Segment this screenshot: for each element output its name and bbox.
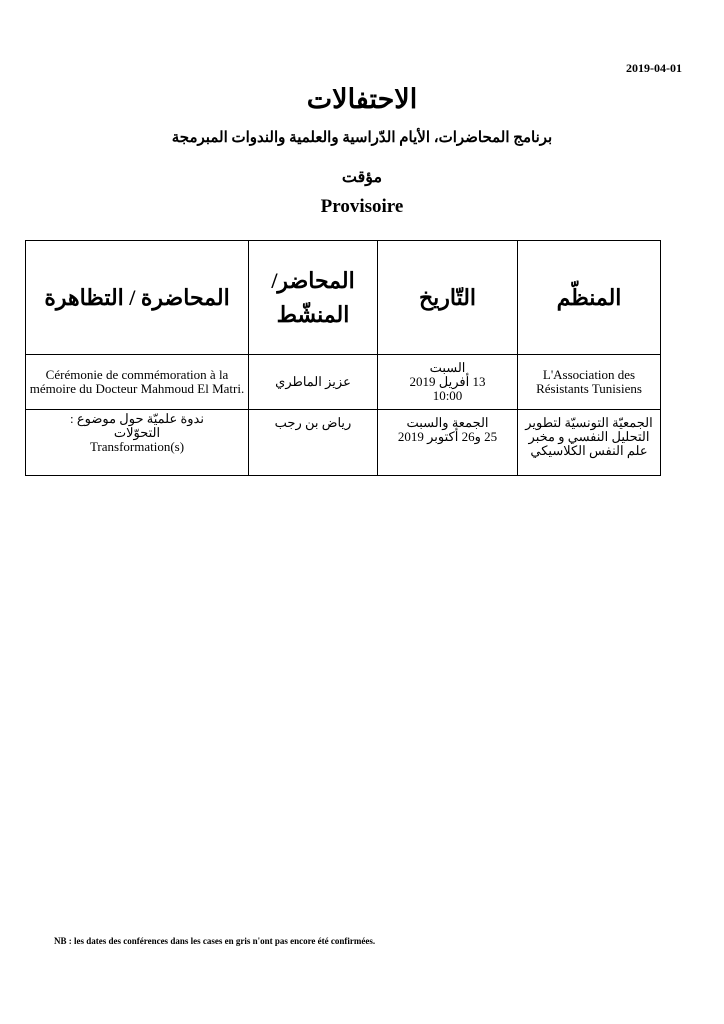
- document-date: 2019-04-01: [626, 61, 682, 75]
- cell-date: [378, 355, 518, 410]
- cell-lecture: [26, 410, 249, 476]
- table-row: [26, 355, 661, 410]
- header-organizer: المنظّم: [518, 241, 661, 355]
- cell-lecture: Cérémonie de commémoration à la mémoire du Docteur Mahmoud El Matri.: [26, 355, 249, 410]
- cell-date: [378, 410, 518, 476]
- date-line: 13 أفريل 2019: [409, 374, 486, 389]
- table-header-row: [26, 241, 661, 355]
- cell-organizer: الجمعيّة التونسيّة لتطوير التحليل النفسي و مخبر علم النفس الكلاسيكي: [518, 410, 661, 476]
- lecture-line: Transformation(s): [89, 439, 185, 454]
- page-subtitle: برنامج المحاضرات، الأيام الدّراسية والعلمية والندوات المبرمجة: [171, 130, 553, 146]
- lecture-line: ندوة علميّة حول موضوع :: [70, 411, 204, 426]
- date-day: السبت: [429, 360, 466, 375]
- provisional-label: Provisoire: [320, 196, 404, 217]
- cell-speaker: رياض بن رجب: [249, 410, 378, 476]
- program-table: [25, 240, 661, 476]
- date-day: الجمعة والسبت: [406, 415, 489, 430]
- date-line: 25 و26 أكتوبر 2019: [397, 429, 498, 444]
- header-date: التّاريخ: [378, 241, 518, 355]
- lecture-line: التحوّلات: [113, 425, 161, 440]
- table-row: [26, 410, 661, 476]
- cell-organizer: L'Association des Résistants Tunisiens: [518, 355, 661, 410]
- date-time: 10:00: [432, 388, 463, 403]
- cell-speaker: عزيز الماطري: [249, 355, 378, 410]
- footnote: NB : les dates des conférences dans les cases en gris n'ont pas encore été confirmées.: [54, 936, 376, 946]
- header-lecture: المحاضرة / التظاهرة: [26, 241, 249, 355]
- temporary-label: مؤقت: [341, 169, 383, 186]
- page-title: الاحتفالات: [306, 84, 418, 114]
- header-speaker: المحاضر/ المنشّط: [249, 241, 378, 355]
